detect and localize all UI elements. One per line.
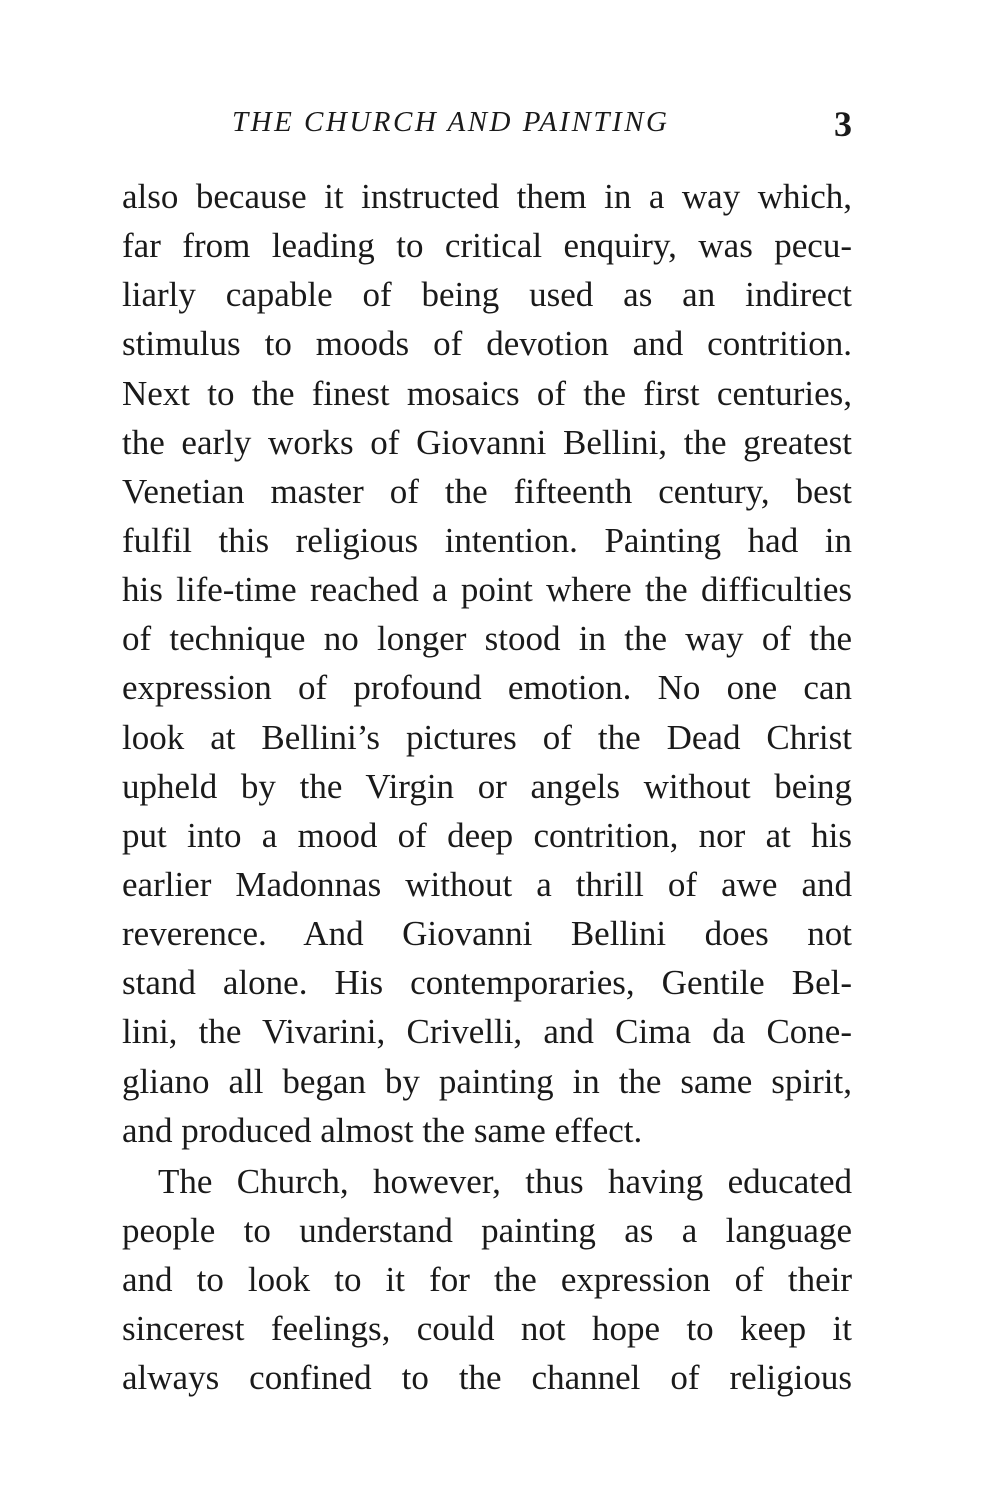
text-line: fulfil this religious intention. Painting had in: [122, 520, 852, 560]
text-line: The Church, however, thus having educated: [158, 1161, 852, 1201]
running-head: [122, 100, 852, 144]
text-line: lini, the Vivarini, Crivelli, and Cima da Cone-: [122, 1012, 852, 1052]
text-line: expression of profound emotion. No one can: [122, 668, 852, 708]
text-line: the early works of Giovanni Bellini, the greatest: [122, 422, 852, 462]
body-text: [122, 172, 852, 1403]
text-line: of technique no longer stood in the way of the: [122, 619, 852, 659]
text-line: look at Bellini’s pictures of the Dead Christ: [122, 717, 852, 757]
paragraph-1: [122, 172, 852, 1155]
text-line: his life-time reached a point where the difficulties: [122, 570, 852, 610]
text-line: earlier Madonnas without a thrill of awe and: [122, 864, 852, 904]
text-line: reverence. And Giovanni Bellini does not: [122, 914, 852, 954]
text-line: people to understand painting as a language: [122, 1210, 852, 1250]
text-line: liarly capable of being used as an indirect: [122, 275, 852, 315]
paragraph-2: [122, 1157, 852, 1403]
text-line: also because it instructed them in a way which,: [122, 177, 852, 216]
text-line: and to look to it for the expression of their: [122, 1260, 852, 1300]
running-title: THE CHURCH AND PAINTING: [232, 106, 670, 138]
text-line: always confined to the channel of religious: [122, 1358, 852, 1398]
text-line: far from leading to critical enquiry, was pecu-: [122, 226, 852, 266]
text-line: gliano all began by painting in the same spirit,: [122, 1061, 852, 1101]
page-number: 3: [834, 104, 852, 144]
text-line: and produced almost the same effect.: [122, 1110, 643, 1150]
text-line: put into a mood of deep contrition, nor at his: [122, 815, 852, 855]
text-line: stimulus to moods of devotion and contrition.: [122, 324, 852, 364]
text-line: sincerest feelings, could not hope to keep it: [122, 1309, 852, 1349]
text-line: Venetian master of the fifteenth century, best: [122, 471, 852, 511]
text-line: upheld by the Virgin or angels without being: [122, 766, 852, 806]
text-line: Next to the finest mosaics of the first centuries,: [122, 373, 852, 413]
text-line: stand alone. His contemporaries, Gentile Bel-: [122, 963, 852, 1003]
